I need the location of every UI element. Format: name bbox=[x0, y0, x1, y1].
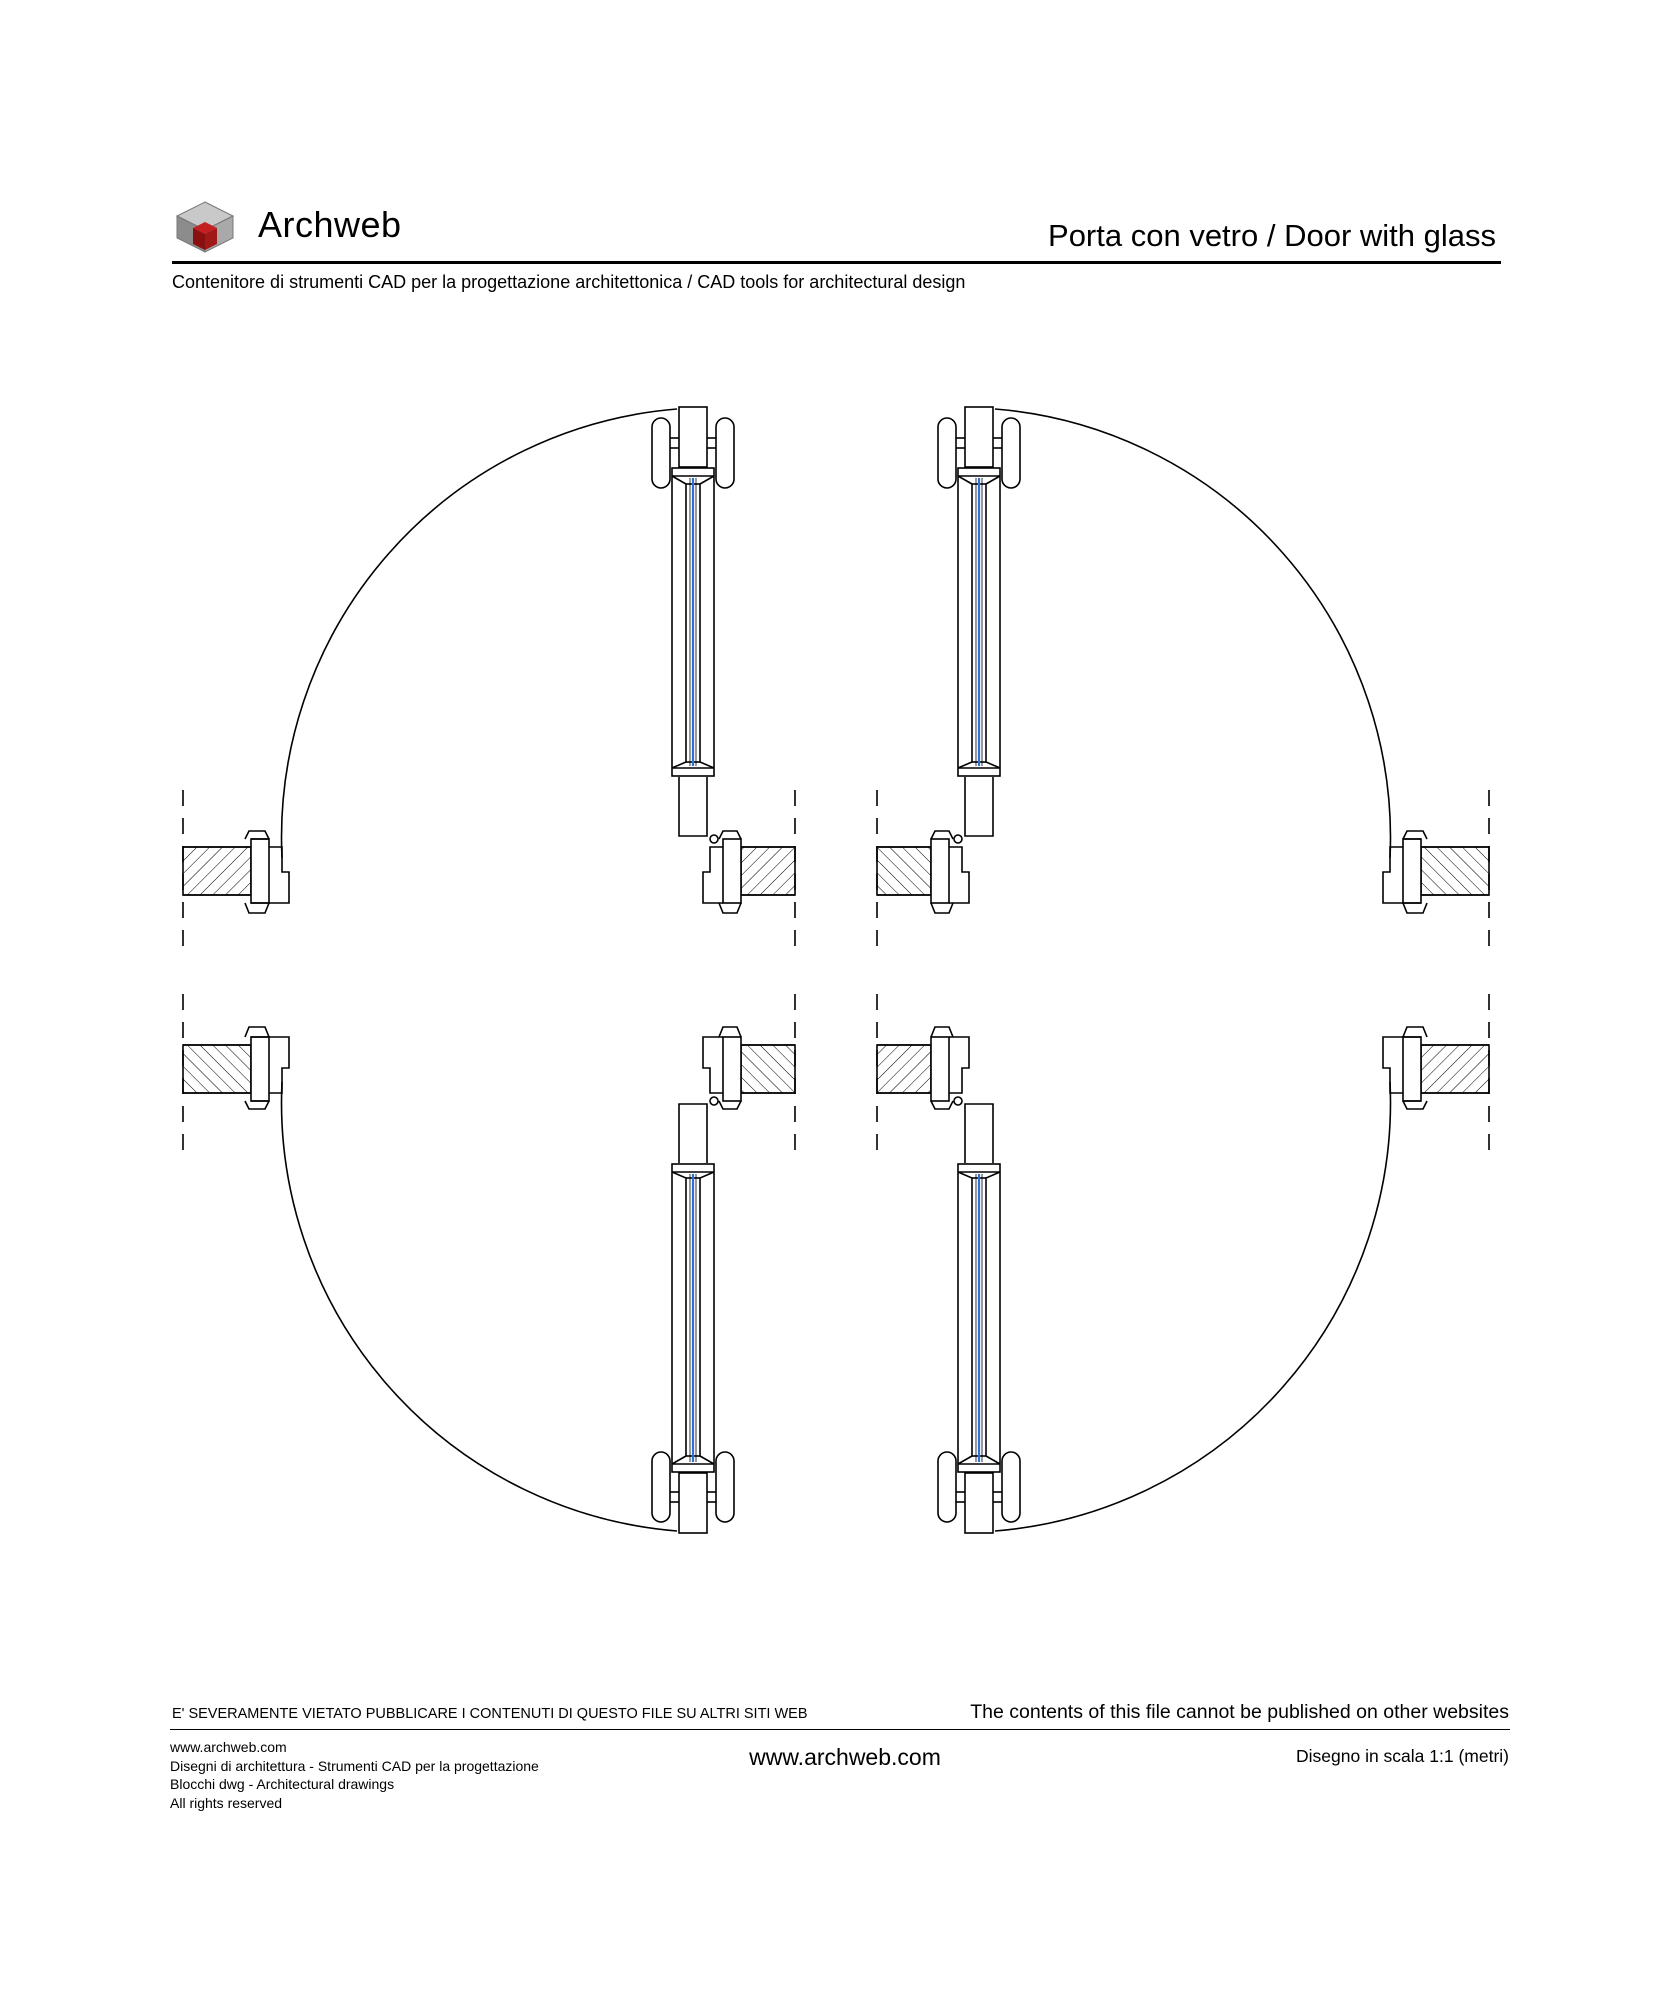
drawing-scale: Disegno in scala 1:1 (metri) bbox=[1296, 1746, 1509, 1766]
copyright-notice-italian: E' SEVERAMENTE VIETATO PUBBLICARE I CONTENUTI DI QUESTO FILE SU ALTRI SITI WEB bbox=[172, 1706, 808, 1722]
door-top-left bbox=[183, 407, 795, 955]
footer-line: All rights reserved bbox=[170, 1794, 283, 1811]
door-bottom-left bbox=[183, 985, 795, 1533]
footer-line: Blocchi dwg - Architectural drawings bbox=[170, 1776, 395, 1792]
copyright-notice-english: The contents of this file cannot be published on other websites bbox=[970, 1701, 1509, 1723]
footer-website: www.archweb.com bbox=[749, 1744, 941, 1770]
footer-divider bbox=[170, 1729, 1510, 1730]
door-top-right bbox=[877, 407, 1489, 955]
door-bottom-right bbox=[877, 985, 1489, 1533]
logo-text: Archweb bbox=[258, 204, 402, 245]
footer-line: Disegni di architettura - Strumenti CAD per la progettazione bbox=[170, 1757, 539, 1774]
page-title: Porta con vetro / Door with glass bbox=[1048, 218, 1496, 253]
footer-info bbox=[170, 1738, 539, 1812]
page-subtitle: Contenitore di strumenti CAD per la progettazione architettonica / CAD tools for architectural design bbox=[172, 272, 966, 292]
footer-line: www.archweb.com bbox=[170, 1739, 287, 1755]
